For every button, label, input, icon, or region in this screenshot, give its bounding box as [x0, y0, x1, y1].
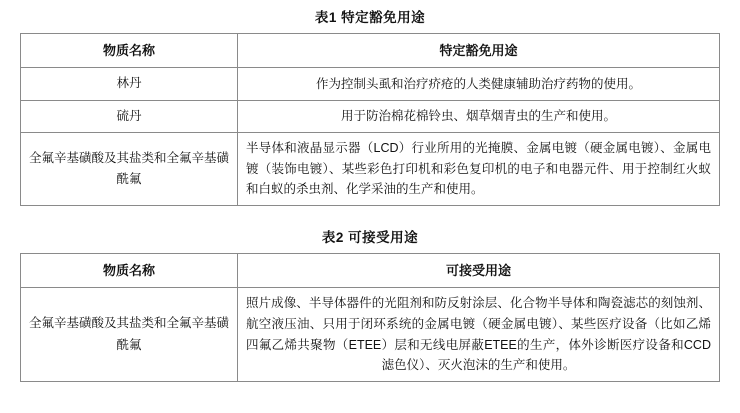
table-acceptable-purposes	[20, 253, 720, 382]
table-block-acceptable-purposes	[20, 206, 720, 382]
table-row	[21, 68, 720, 100]
table-2-caption: 表2 可接受用途	[321, 229, 419, 245]
table-row	[21, 288, 720, 382]
column-header-substance-name: 物质名称	[21, 253, 238, 287]
table-specific-exemptions	[20, 33, 720, 206]
cell-use-description: 作为控制头虱和治疗疥疮的人类健康辅助治疗药物的使用。	[238, 68, 720, 100]
cell-substance-name: 全氟辛基磺酸及其盐类和全氟辛基磺酰氟	[21, 288, 238, 382]
table-row	[21, 132, 720, 205]
column-header-specific-exemption-use: 特定豁免用途	[238, 34, 720, 68]
table-header-row	[21, 253, 720, 287]
cell-use-description: 用于防治棉花棉铃虫、烟草烟青虫的生产和使用。	[238, 100, 720, 132]
cell-substance-name: 全氟辛基磺酸及其盐类和全氟辛基磺酰氟	[21, 132, 238, 205]
cell-substance-name: 硫丹	[21, 100, 238, 132]
cell-use-description: 半导体和液晶显示器（LCD）行业所用的光掩膜、金属电镀（硬金属电镀）、金属电镀（装饰电镀）、某些彩色打印机和彩色复印机的电子和电器元件、用于控制红火蚁和白蚁的杀虫剂、化学采油的生产和使用。	[238, 132, 720, 205]
cell-use-description: 照片成像、半导体器件的光阻剂和防反射涂层、化合物半导体和陶瓷滤芯的刻蚀剂、航空液压油、只用于闭环系统的金属电镀（硬金属电镀）、某些医疗设备（比如乙烯四氟乙烯共聚物（ETEE）层和无线电屏蔽ETEE的生产，体外诊断医疗设备和CCD滤色仪）、灭火泡沫的生产和使用。	[238, 288, 720, 382]
table-1-caption: 表1 特定豁免用途	[314, 10, 426, 25]
column-header-substance-name: 物质名称	[21, 34, 238, 68]
cell-substance-name: 林丹	[21, 68, 238, 100]
column-header-acceptable-use: 可接受用途	[238, 253, 720, 287]
table-header-row	[21, 34, 720, 68]
table-block-specific-exemptions	[20, 0, 720, 206]
table-row	[21, 100, 720, 132]
